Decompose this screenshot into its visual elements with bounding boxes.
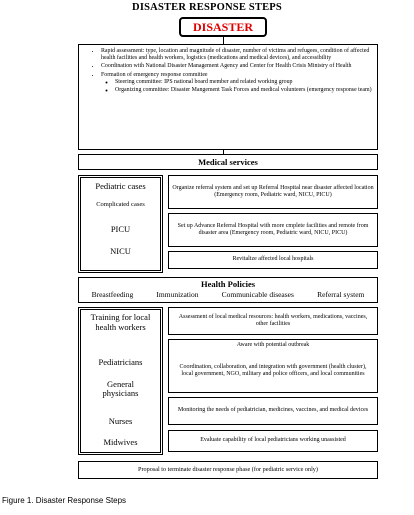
assessment-resources-box: Assessment of local medical resources: health workers, medications, vaccines, other facilities: [168, 307, 378, 335]
pediatric-cases-label: Pediatric cases: [95, 181, 146, 191]
training-label: Training for local health workers: [90, 312, 151, 332]
policy-breastfeeding: Breastfeeding: [91, 290, 134, 299]
general-physicians-label: General physicians: [102, 379, 139, 399]
evaluate-capability-box: Evaluate capability of local pediatricians working unassisted: [168, 430, 378, 452]
diagram-title: DISASTER RESPONSE STEPS: [132, 2, 282, 13]
policy-communicable-diseases: Communicable diseases: [221, 290, 294, 299]
connector: [223, 37, 224, 44]
rapid-subitem-organizing: ◦ Organizing committee: Disaster Mangement Task Forces and medical volunteers (emergency response team): [115, 87, 372, 94]
referral-system-box: Organize referral system and set up Referral Hospital near disaster affected location (Emergency room, Pediatric ward, NICU, PICU): [168, 175, 378, 209]
health-policies-list: [80, 290, 376, 299]
monitoring-needs-box: Monitoring the needs of pediatrician, medicines, vaccines, and medical devices: [168, 397, 378, 425]
rapid-item-coordination: • Coordination with National Disaster Management Agency and Center for Health Crisis Ministry of Health: [101, 63, 372, 70]
health-policies-header: Health Policies: [200, 279, 256, 289]
policy-immunization: Immunization: [156, 290, 199, 299]
outbreak-awareness-text: Aware with potential outbreak: [236, 342, 310, 349]
rapid-item-assessment: • Rapid assessment: type, location and magnitude of disaster, number of victims and refugees, condition of affected health facilities and health workers, logistics (medications and medical devices), and accessibility: [101, 48, 372, 62]
picu-label: PICU: [110, 224, 131, 234]
revitalize-hospitals-box: Revitalize affected local hospitals: [168, 251, 378, 269]
advance-referral-box: Set up Advance Referral Hospital with more cmplete facilities and remote from disaster area (Emergency room, Pediatric ward, NICU, PICU): [168, 213, 378, 247]
medical-services-header: Medical services: [198, 157, 258, 167]
disaster-badge: DISASTER: [179, 17, 267, 37]
nurses-label: Nurses: [108, 416, 133, 426]
pediatricians-label: Pediatricians: [98, 357, 143, 367]
rapid-item-committee: Formation of emergency response committee: [101, 71, 208, 78]
nicu-label: NICU: [110, 246, 131, 256]
figure-caption: Figure 1. Disaster Response Steps: [2, 496, 127, 505]
rapid-assessment-box: [78, 44, 378, 150]
midwives-label: Midwives: [103, 437, 138, 447]
coordination-text: Coordination, collaboration, and integration with government (health cluster), local government, NGO, military and police officers, and local communities: [179, 363, 367, 377]
proposal-box: Proposal to terminate disaster response phase (for pediatric service only): [78, 461, 378, 479]
policy-referral-system: Referral system: [317, 290, 365, 299]
complicated-cases-label: Complicated cases: [96, 201, 145, 208]
rapid-subitem-steering: ◦ Steering committee: IPS national board member and related working group: [115, 79, 372, 86]
